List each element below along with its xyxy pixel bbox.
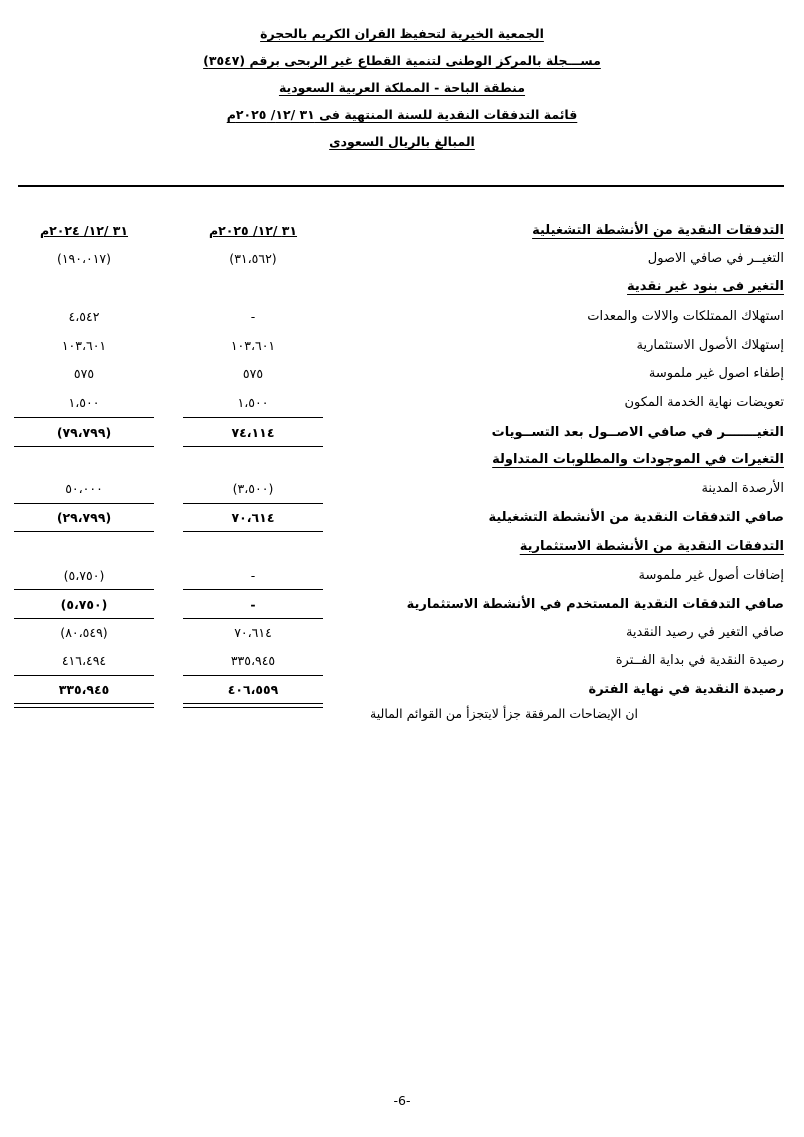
section-operating-activities: التدفقات النقدية من الأنشطة التشغيلية bbox=[532, 223, 784, 238]
table-row bbox=[0, 647, 804, 675]
column-header-row bbox=[0, 217, 804, 245]
row-label: رصيدة النقدية في بداية الفــترة bbox=[615, 653, 784, 668]
row-value-prior: ٥٠،٠٠٠ bbox=[65, 481, 103, 496]
row-value-current: - bbox=[250, 568, 256, 583]
row-value-prior: ١٠٣،٦٠١ bbox=[61, 338, 107, 353]
row-value-current: ٧٠،٦١٤ bbox=[231, 510, 275, 525]
row-label: إستهلاك الأصول الاستثمارية bbox=[636, 338, 784, 353]
row-label: رصيدة النقدية في نهاية الفترة bbox=[588, 682, 784, 697]
currency-line: المبالغ بالريال السعودى bbox=[329, 134, 475, 149]
row-label: صافي التدفقات النقدية من الأنشطة التشغيلية bbox=[488, 510, 784, 525]
row-label: صافي التدفقات النقدية المستخدم في الأنشطة الاستثمارية bbox=[406, 597, 784, 612]
section-current-items: التغيرات في الموجودات والمطلوبات المتداولة bbox=[492, 452, 784, 467]
subtotal-rule bbox=[183, 531, 323, 532]
row-label: إطفاء اصول غير ملموسة bbox=[648, 366, 784, 381]
statement-title: قائمة التدفقات النقدية للسنة المنتهية فى ٣١ /١٢/ ٢٠٢٥م bbox=[226, 107, 578, 122]
subtotal-rule bbox=[183, 589, 323, 590]
row-value-prior: (٥،٧٥٠) bbox=[60, 597, 108, 612]
table-row bbox=[0, 303, 804, 331]
row-value-current: (٣١،٥٦٢) bbox=[229, 251, 277, 266]
table-row bbox=[0, 504, 804, 532]
row-value-current: ١٠٣،٦٠١ bbox=[230, 338, 276, 353]
table-row bbox=[0, 533, 804, 561]
table-row bbox=[0, 273, 804, 301]
table-row bbox=[0, 591, 804, 619]
region-line: منطقة الباحة - المملكة العربية السعودية bbox=[278, 80, 526, 95]
table-row bbox=[0, 389, 804, 417]
table-row bbox=[0, 332, 804, 360]
row-value-current: - bbox=[250, 597, 256, 612]
table-row bbox=[0, 619, 804, 647]
registration-line: مســـجلة بالمركز الوطنى لتنمية القطاع غير الربحى برقم (٣٥٤٧) bbox=[203, 53, 601, 68]
row-value-prior: (٧٩،٧٩٩) bbox=[56, 425, 112, 440]
table-row bbox=[0, 360, 804, 388]
column-header-current: ٣١ /١٢/ ٢٠٢٥م bbox=[208, 223, 298, 238]
subtotal-rule bbox=[14, 531, 154, 532]
row-label: التغيـــــــر في صافي الاصــول بعد التســويات bbox=[491, 425, 784, 440]
row-label: استهلاك الممتلكات والالات والمعدات bbox=[587, 309, 784, 324]
row-value-current: ٥٧٥ bbox=[242, 366, 264, 381]
row-value-prior: ٣٣٥،٩٤٥ bbox=[58, 682, 110, 697]
row-value-current: ٤٠٦،٥٥٩ bbox=[227, 682, 279, 697]
row-value-current: ٣٣٥،٩٤٥ bbox=[230, 653, 276, 668]
subtotal-rule bbox=[183, 417, 323, 418]
row-value-current: ٧٤،١١٤ bbox=[231, 425, 275, 440]
section-non-cash-items: التغير فى بنود غير نقدية bbox=[627, 279, 784, 294]
row-value-prior: (١٩٠،٠١٧) bbox=[56, 251, 112, 266]
section-investing-activities: التدفقات النقدية من الأنشطة الاستثمارية bbox=[519, 539, 784, 554]
row-value-prior: ٤،٥٤٢ bbox=[68, 309, 100, 324]
row-label: تعويضات نهاية الخدمة المكون bbox=[624, 395, 784, 410]
row-label: إضافات أصول غير ملموسة bbox=[638, 568, 784, 583]
row-value-prior: ٤١٦،٤٩٤ bbox=[61, 653, 107, 668]
report-header bbox=[0, 20, 804, 155]
table-row bbox=[0, 676, 804, 704]
row-label: الأرصدة المدينة bbox=[701, 481, 784, 496]
row-value-current: (٣،٥٠٠) bbox=[232, 481, 274, 496]
org-name: الجمعية الخيرية لتحفيظ القران الكريم بالحجرة bbox=[260, 26, 544, 41]
subtotal-rule bbox=[14, 417, 154, 418]
header-divider bbox=[18, 185, 784, 187]
table-row bbox=[0, 245, 804, 273]
row-label: التغيــر في صافي الاصول bbox=[647, 251, 784, 266]
row-value-current: - bbox=[250, 309, 256, 324]
row-label: صافي التغير في رصيد النقدية bbox=[625, 625, 784, 640]
total-double-rule bbox=[14, 703, 154, 708]
page-number: -6- bbox=[393, 1093, 411, 1108]
table-row bbox=[0, 419, 804, 447]
table-row bbox=[0, 562, 804, 590]
row-value-current: ١،٥٠٠ bbox=[237, 395, 269, 410]
row-value-prior: (٢٩،٧٩٩) bbox=[56, 510, 112, 525]
row-value-prior: (٨٠،٥٤٩) bbox=[60, 625, 108, 640]
footnote: ان الإيضاحات المرفقة جزأ لايتجزأ من القوائم المالية bbox=[370, 706, 638, 721]
total-double-rule bbox=[183, 703, 323, 708]
table-row bbox=[0, 475, 804, 503]
row-value-prior: ١،٥٠٠ bbox=[68, 395, 100, 410]
row-value-prior: ٥٧٥ bbox=[73, 366, 95, 381]
row-value-prior: (٥،٧٥٠) bbox=[63, 568, 105, 583]
table-row bbox=[0, 446, 804, 474]
subtotal-rule bbox=[14, 589, 154, 590]
row-value-current: ٧٠،٦١٤ bbox=[234, 625, 272, 640]
column-header-prior: ٣١ /١٢/ ٢٠٢٤م bbox=[39, 223, 129, 238]
